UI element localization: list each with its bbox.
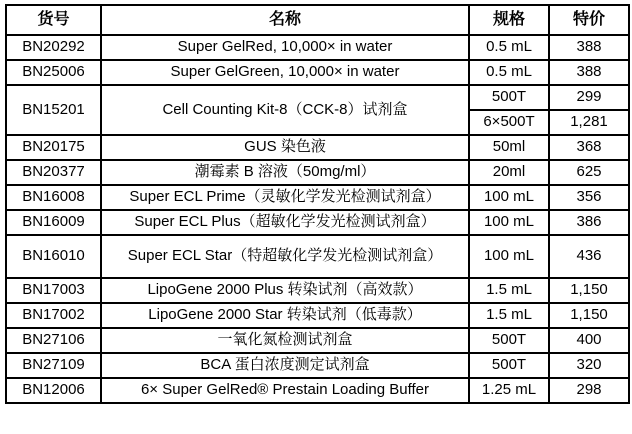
- col-header-spec: 规格: [469, 5, 549, 35]
- cell-spec: 0.5 mL: [469, 35, 549, 60]
- table-row: [6, 160, 629, 185]
- cell-name: LipoGene 2000 Plus 转染试剂（高效款）: [101, 278, 469, 303]
- table-row: [6, 328, 629, 353]
- table-row: [6, 210, 629, 235]
- table-header: [6, 5, 629, 35]
- cell-price: 388: [549, 35, 629, 60]
- cell-spec: 500T: [469, 328, 549, 353]
- price-table: [5, 4, 630, 404]
- cell-spec: 100 mL: [469, 210, 549, 235]
- cell-spec: 20ml: [469, 160, 549, 185]
- cell-code: BN16009: [6, 210, 101, 235]
- cell-name: Super ECL Prime（灵敏化学发光检测试剂盒）: [101, 185, 469, 210]
- cell-price: 400: [549, 328, 629, 353]
- cell-spec: 50ml: [469, 135, 549, 160]
- cell-price: 298: [549, 378, 629, 403]
- cell-code: BN17002: [6, 303, 101, 328]
- cell-name: 一氧化氮检测试剂盒: [101, 328, 469, 353]
- table-row: [6, 35, 629, 60]
- cell-spec: 100 mL: [469, 185, 549, 210]
- table-row: [6, 85, 629, 110]
- cell-name: Super GelRed, 10,000× in water: [101, 35, 469, 60]
- cell-spec: 500T: [469, 353, 549, 378]
- cell-price: 386: [549, 210, 629, 235]
- cell-price: 1,150: [549, 278, 629, 303]
- cell-price: 1,150: [549, 303, 629, 328]
- table-row: [6, 303, 629, 328]
- table-row: [6, 278, 629, 303]
- cell-name: Super ECL Plus（超敏化学发光检测试剂盒）: [101, 210, 469, 235]
- cell-name: Super GelGreen, 10,000× in water: [101, 60, 469, 85]
- cell-spec: 6×500T: [469, 110, 549, 135]
- table-row: [6, 60, 629, 85]
- cell-price: 625: [549, 160, 629, 185]
- cell-spec: 0.5 mL: [469, 60, 549, 85]
- table-body: [6, 35, 629, 403]
- col-header-price: 特价: [549, 5, 629, 35]
- cell-code: BN20377: [6, 160, 101, 185]
- cell-price: 368: [549, 135, 629, 160]
- cell-code: BN20175: [6, 135, 101, 160]
- cell-name: 潮霉素 B 溶液（50mg/ml）: [101, 160, 469, 185]
- cell-name: Super ECL Star（特超敏化学发光检测试剂盒）: [101, 235, 469, 278]
- col-header-name: 名称: [101, 5, 469, 35]
- table-row: [6, 353, 629, 378]
- cell-code: BN16008: [6, 185, 101, 210]
- cell-code: BN20292: [6, 35, 101, 60]
- cell-name: LipoGene 2000 Star 转染试剂（低毒款）: [101, 303, 469, 328]
- cell-name: 6× Super GelRed® Prestain Loading Buffer: [101, 378, 469, 403]
- col-header-code: 货号: [6, 5, 101, 35]
- cell-code: BN12006: [6, 378, 101, 403]
- cell-price: 320: [549, 353, 629, 378]
- table-row: [6, 235, 629, 278]
- cell-spec: 1.5 mL: [469, 303, 549, 328]
- cell-code: BN16010: [6, 235, 101, 278]
- cell-code: BN27109: [6, 353, 101, 378]
- cell-price: 1,281: [549, 110, 629, 135]
- table-row: [6, 135, 629, 160]
- table-row: [6, 185, 629, 210]
- cell-code: BN27106: [6, 328, 101, 353]
- cell-price: 436: [549, 235, 629, 278]
- cell-code: BN17003: [6, 278, 101, 303]
- cell-price: 356: [549, 185, 629, 210]
- cell-code: BN25006: [6, 60, 101, 85]
- cell-price: 299: [549, 85, 629, 110]
- cell-price: 388: [549, 60, 629, 85]
- cell-spec: 100 mL: [469, 235, 549, 278]
- cell-name: Cell Counting Kit-8（CCK-8）试剂盒: [101, 85, 469, 135]
- cell-name: BCA 蛋白浓度测定试剂盒: [101, 353, 469, 378]
- cell-code: BN15201: [6, 85, 101, 135]
- table-row: [6, 378, 629, 403]
- cell-spec: 1.5 mL: [469, 278, 549, 303]
- cell-spec: 1.25 mL: [469, 378, 549, 403]
- cell-name: GUS 染色液: [101, 135, 469, 160]
- header-row: [6, 5, 629, 35]
- cell-spec: 500T: [469, 85, 549, 110]
